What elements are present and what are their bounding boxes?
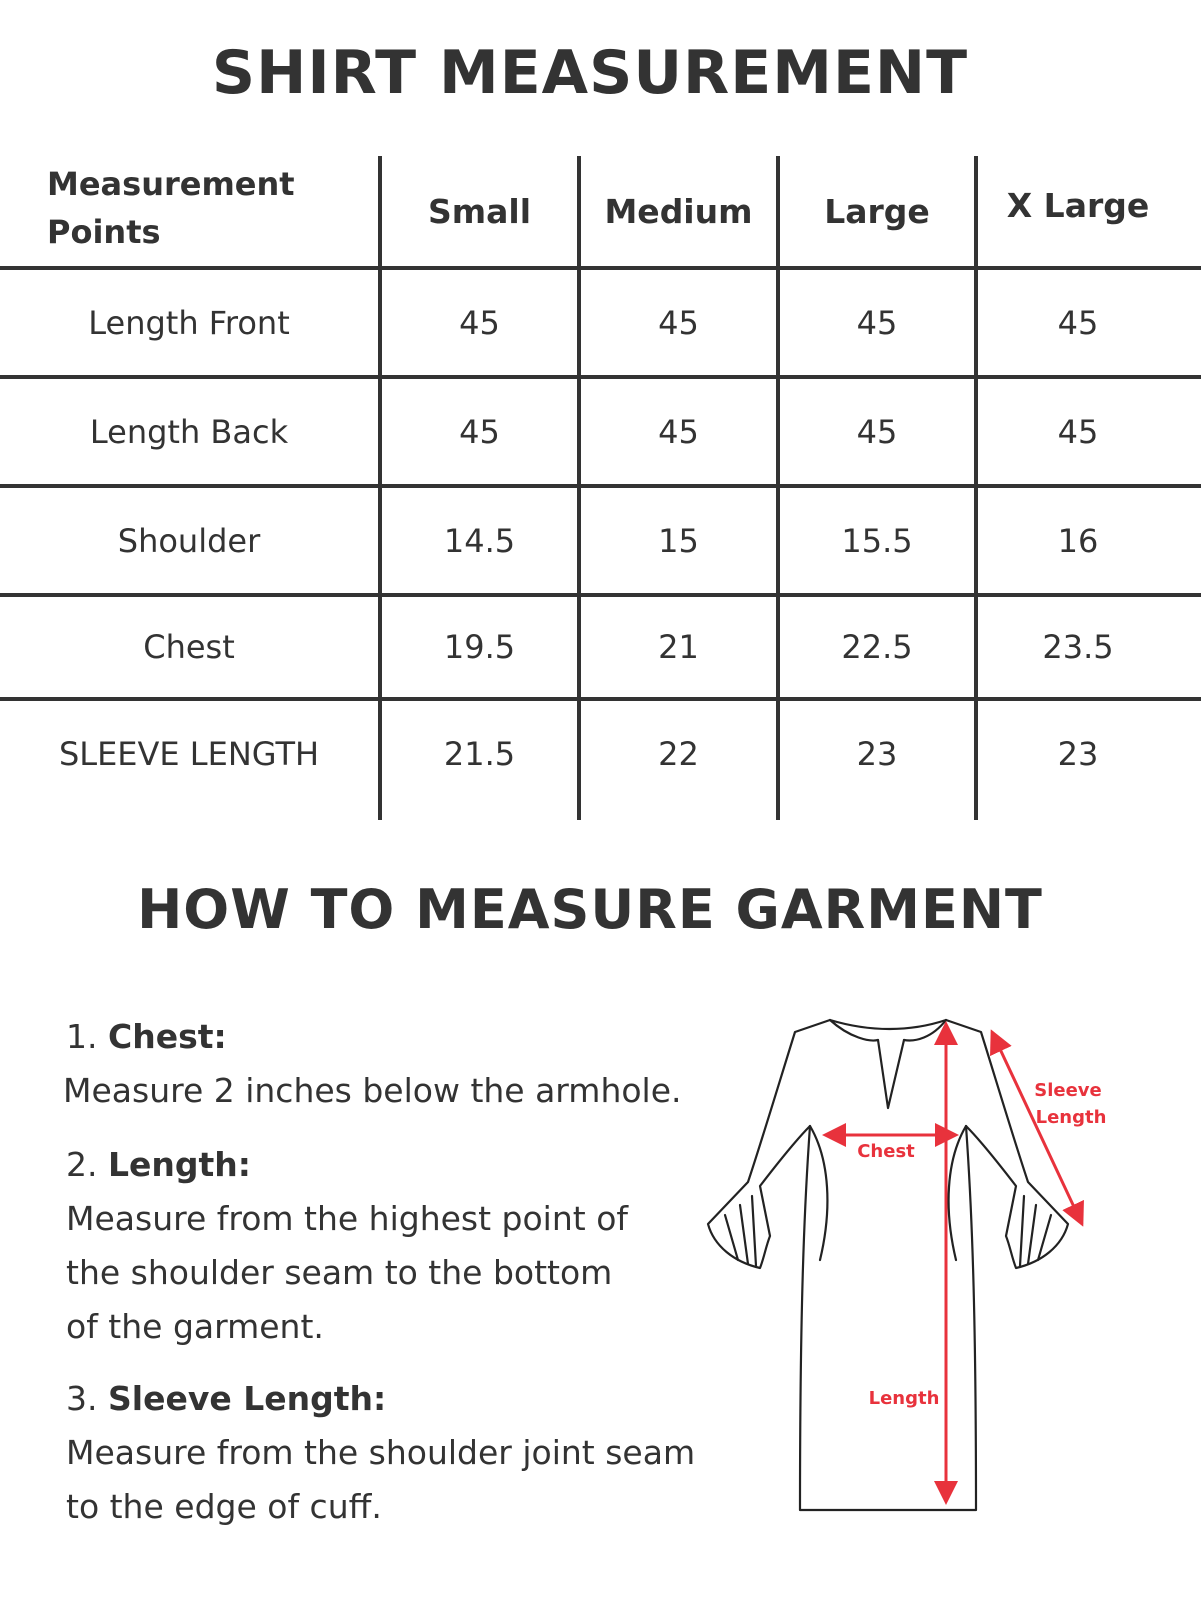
step-number: 1.: [66, 1017, 108, 1056]
dress-outline: [708, 1020, 1068, 1510]
neckline: [830, 1020, 946, 1029]
table-header-points: [47, 160, 377, 256]
table-cell: 45: [1057, 412, 1099, 451]
step-title: Sleeve Length:: [107, 1379, 387, 1418]
length-label: Length: [868, 1388, 940, 1409]
table-cell: 15.5: [841, 521, 913, 560]
step-number: 2.: [66, 1145, 108, 1184]
header-line: Points: [47, 213, 161, 251]
sleeve-label: Sleeve: [1034, 1080, 1102, 1101]
table-cell: 19.5: [443, 628, 516, 666]
step-length: [66, 1138, 786, 1354]
table-cell: 45: [658, 303, 699, 342]
table-cell: 22: [658, 734, 699, 773]
step-chest: [63, 1010, 786, 1118]
table-cell: 45: [459, 303, 500, 342]
table-cell: 23: [1057, 734, 1099, 773]
row-label: Length Front: [88, 303, 290, 342]
step-sleeve-length: [66, 1372, 786, 1534]
table-cell: 23.5: [1042, 628, 1114, 666]
sleeve-arrow: [992, 1032, 1082, 1224]
step-body-line: the shoulder seam to the bottom: [66, 1253, 613, 1292]
step-heading: [66, 1138, 786, 1192]
section-title: HOW TO MEASURE GARMENT: [137, 878, 1043, 941]
table-cell: 45: [459, 412, 500, 451]
table-cell: 45: [658, 412, 699, 451]
table-header-large: Large: [824, 191, 930, 231]
step-title: Chest:: [107, 1017, 227, 1056]
table-cell: 23: [856, 734, 898, 773]
table-cell: 21: [658, 628, 699, 666]
chest-label: Chest: [857, 1141, 915, 1162]
step-title: Length:: [107, 1145, 251, 1184]
header-line: Measurement: [47, 165, 295, 203]
step-body-line: of the garment.: [66, 1307, 324, 1346]
page-title: SHIRT MEASUREMENT: [211, 38, 969, 108]
table-cell: 22.5: [841, 628, 913, 666]
dress-body: [708, 1020, 1068, 1510]
step-heading: [66, 1372, 786, 1426]
table-header-small: Small: [427, 191, 532, 231]
row-label: Shoulder: [117, 521, 261, 560]
table-cell: 16: [1057, 521, 1099, 560]
step-body-line: Measure from the shoulder joint seam: [66, 1433, 696, 1472]
table-cell: 15: [658, 521, 699, 560]
step-body: Measure 2 inches below the armhole.: [63, 1071, 682, 1110]
garment-diagram: [700, 1010, 1140, 1560]
step-heading: [66, 1010, 786, 1064]
row-label: Length Back: [89, 412, 289, 451]
table-header-medium: Medium: [604, 191, 753, 231]
v-neck: [878, 1040, 904, 1108]
table-cell: 45: [1057, 303, 1099, 342]
row-label: Chest: [143, 628, 235, 666]
step-body-line: Measure from the highest point of: [66, 1199, 628, 1238]
row-label: SLEEVE LENGTH: [58, 734, 320, 773]
table-cell: 45: [856, 412, 898, 451]
table-cell: 45: [856, 303, 898, 342]
sleeve-label: Length: [1035, 1107, 1107, 1128]
table-header-xlarge: X Large: [1006, 185, 1150, 225]
step-body-line: to the edge of cuff.: [66, 1487, 382, 1526]
table-cell: 14.5: [443, 521, 516, 560]
step-number: 3.: [66, 1379, 108, 1418]
table-cell: 21.5: [443, 734, 516, 773]
